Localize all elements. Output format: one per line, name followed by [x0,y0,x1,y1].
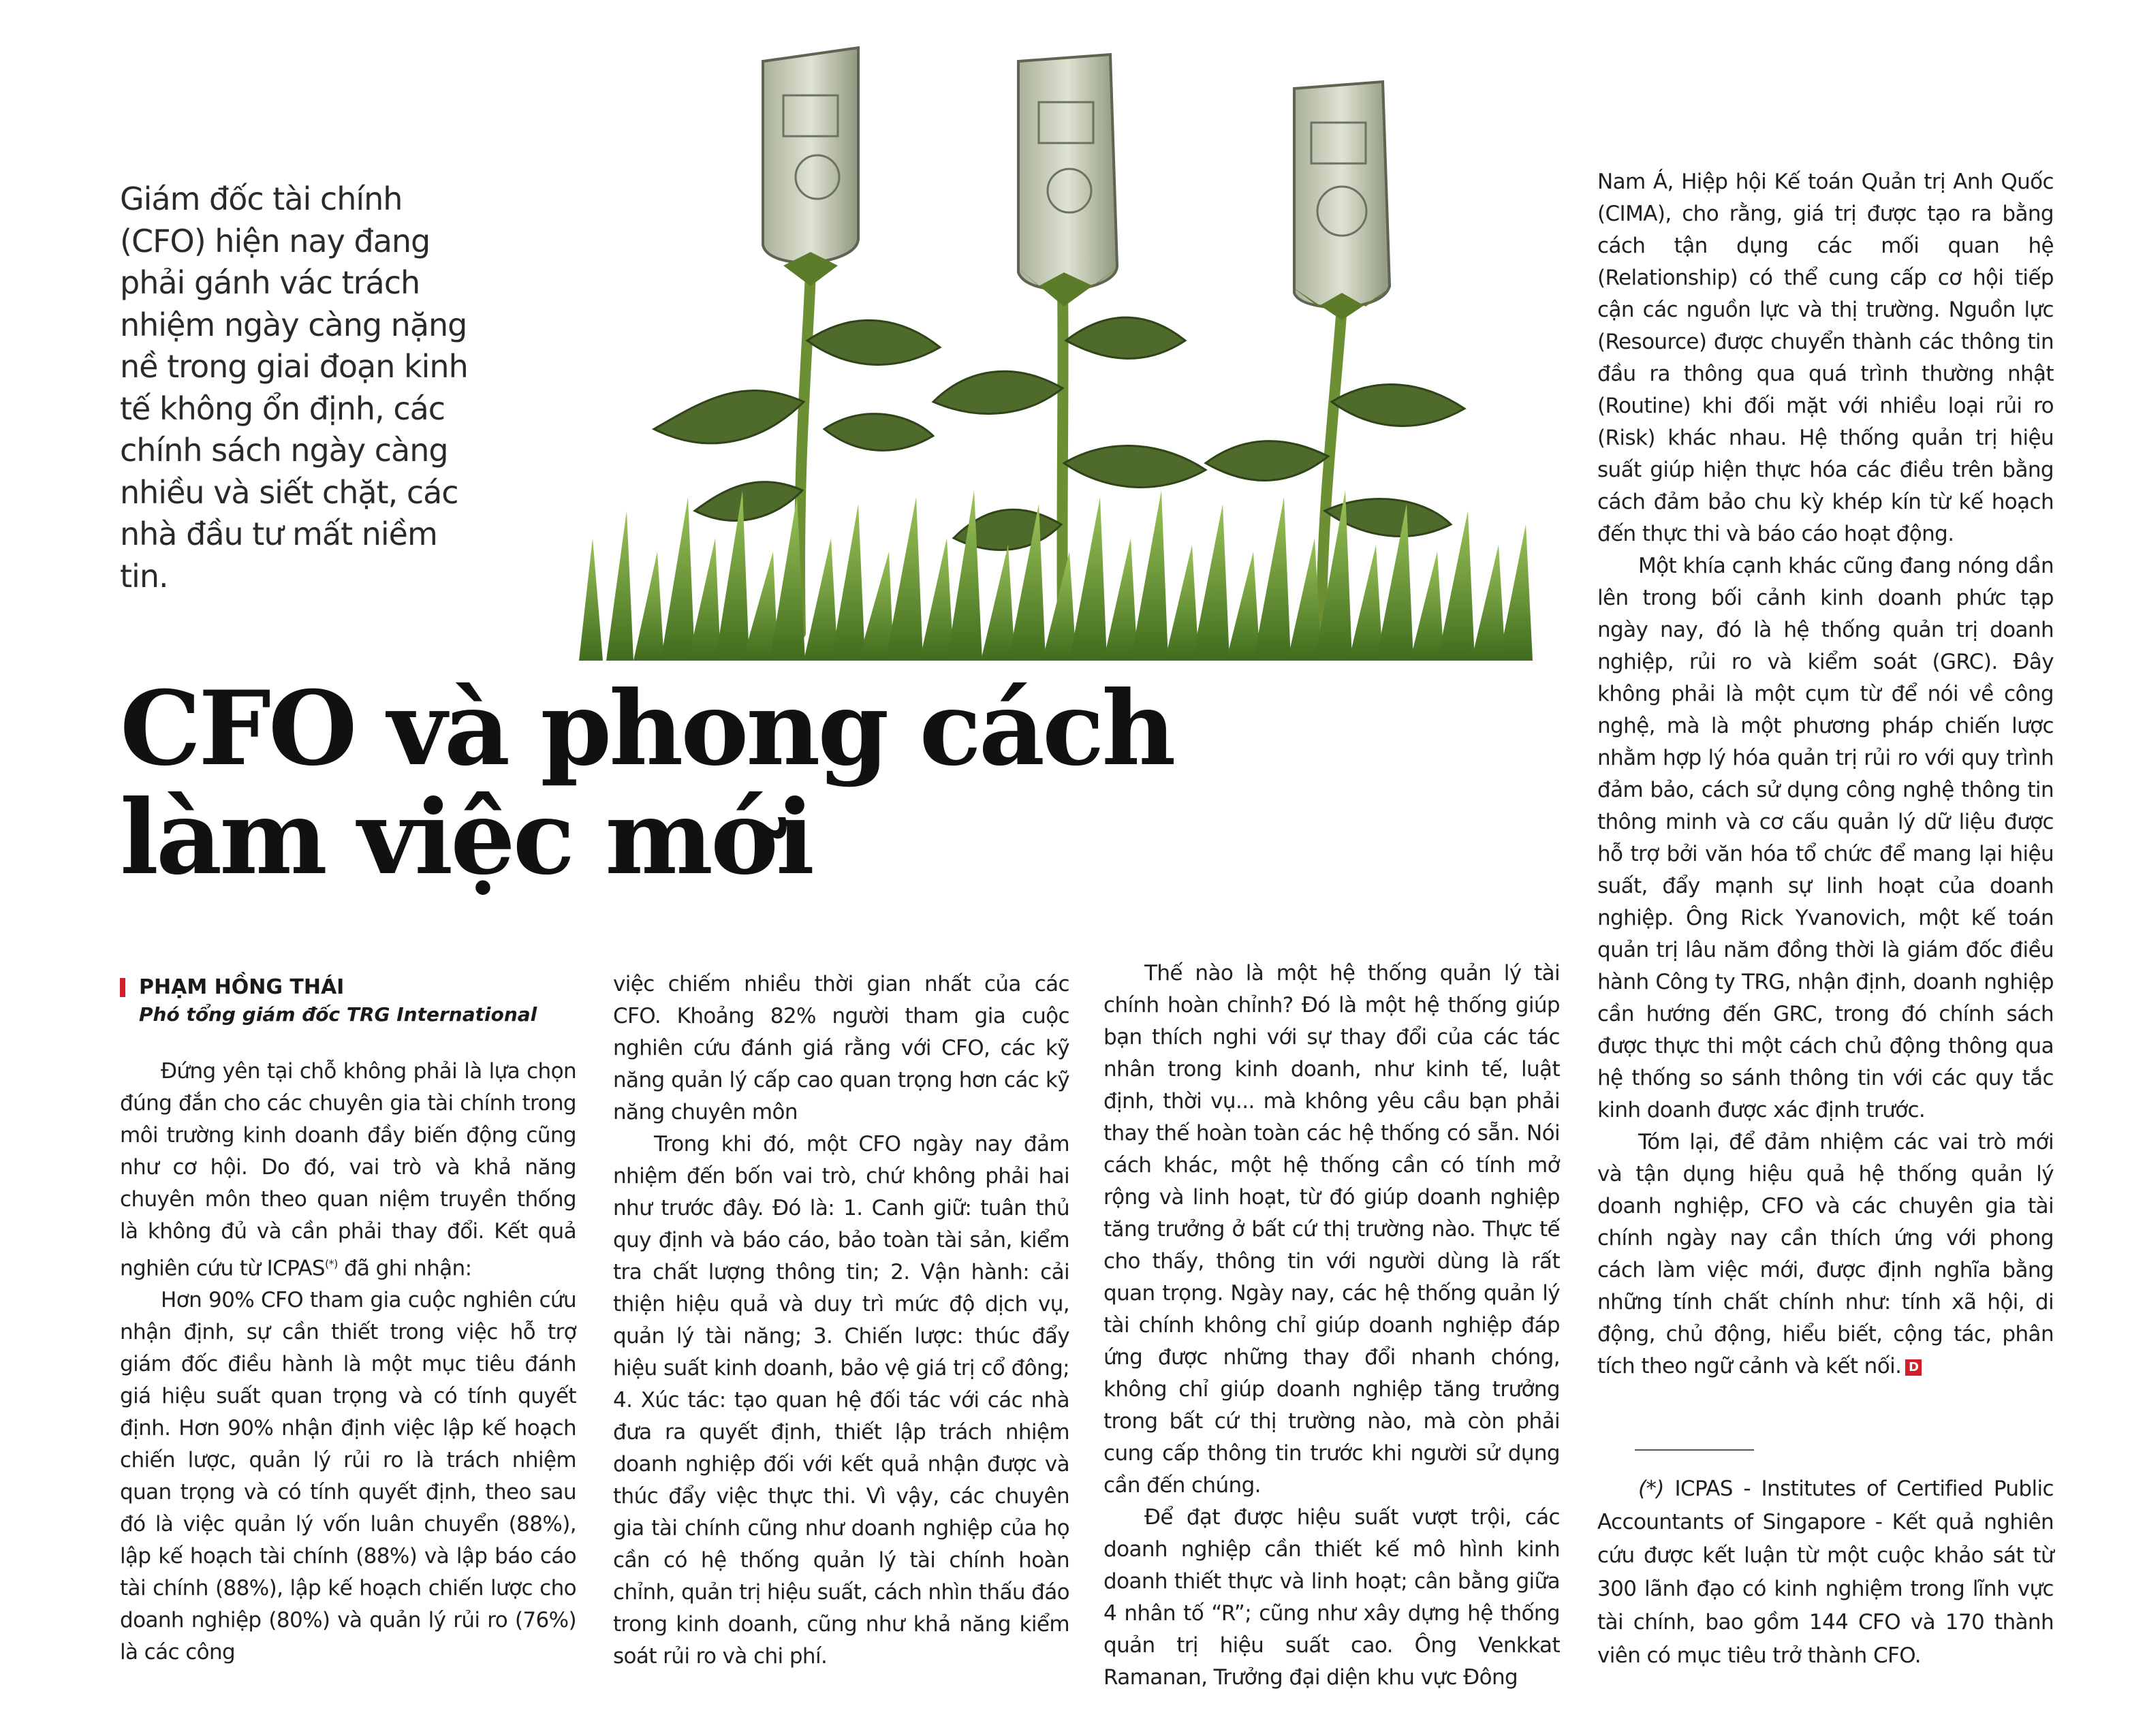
footnote-ref: (*) [325,1257,338,1270]
headline-line-2: làm việc mới [120,778,812,898]
col1-paragraph-2: Hơn 90% CFO tham gia cuộc nghiên cứu nhận định, sự cần thiết trong việc hỗ trợ giám đốc điều hành là một mục tiêu đánh giá hiệu suất quan trọng và có tính quyết định. Hơn 90% nhận định việc lập kế hoạch chiến lược, quản lý rủi ro là trách nhiệm quan trọng và có tính quyết định, theo sau đó là việc quản lý vốn luân chuyển (88%), lập kế hoạch tài chính (88%) và lập báo cáo tài chính (88%), lập kế hoạch chiến lược cho doanh nghiệp (80%) và quản lý rủi ro (76%) là các công [120,1288,576,1665]
col3-paragraph-2: Để đạt được hiệu suất vượt trội, các doanh nghiệp cần thiết kế mô hình kinh doanh thiết thực và linh hoạt; cân bằng giữa 4 nhân tố “R”; cũng như xây dựng hệ thống quản trị hiệu suất cao. Ông Venkkat Ramanan, Trưởng đại diện khu vực Đông [1103,1505,1560,1690]
footnote-divider [1635,1449,1754,1451]
author-accent-bar [120,978,125,997]
col2-paragraph-1: việc chiếm nhiều thời gian nhất của các CFO. Khoảng 82% người tham gia cuộc nghiên cứu đánh giá rằng với CFO, các kỹ năng quản lý cấp cao quan trọng hơn các kỹ năng chuyên môn [613,972,1069,1124]
footnote-mark: (*) [1638,1477,1664,1501]
col4-paragraph-3 [1597,1126,2054,1383]
body-column-1 [120,1056,576,1669]
footnote [1597,1472,2054,1673]
body-column-2 [613,968,1069,1673]
headline [120,669,1346,898]
col4-paragraph-2: Một khía cạnh khác cũng đang nóng dần lên trong bối cảnh kinh doanh phức tạp ngày nay, đó là hệ thống quản trị doanh nghiệp, rủi ro và kiểm soát (GRC). Đây không phải là một cụm từ để nói về công nghệ, mà là một phương pháp chiến lược nhằm hợp lý hóa quản trị rủi ro với quy trình đảm bảo, cách sử dụng công nghệ thông tin thông minh và cơ cấu quản lý dữ liệu được hỗ trợ bởi văn hóa tổ chức để mang lại hiệu suất, đẩy mạnh sự linh hoạt của doanh nghiệp. Ông Rick Yvanovich, một kế toán quản trị lâu năm đồng thời là giám đốc điều hành Công ty TRG, nhận định, doanh nghiệp cần hướng đến GRC, trong đó chính sách được thực thi một cách chủ động thông qua hệ thống so sánh thông tin với các quy tắc kinh doanh được xác định trước. [1597,554,2054,1122]
body-column-4 [1597,166,2054,1383]
col3-paragraph-1: Thế nào là một hệ thống quản lý tài chính hoàn chỉnh? Đó là một hệ thống giúp bạn thích nghi với sự thay đổi của các tác nhân trong kinh doanh, như kinh tế, luật định, thời vụ... mà không yêu cầu bạn phải thay thế hoàn toàn các hệ thống có sẵn. Nói cách khác, một hệ thống cần có tính mở rộng và linh hoạt, từ đó giúp doanh nghiệp tăng trưởng ở bất cứ thị trường nào. Thực tế cho thấy, thông tin với người dùng là rất quan trọng. Ngày nay, các hệ thống quản lý tài chính không chỉ giúp doanh nghiệp đáp ứng được những thay đổi nhanh chóng, không chỉ giúp doanh nghiệp tăng trưởng trong bất cứ thị trường nào, mà còn phải cung cấp thông tin trước khi người sử dụng cần đến chúng. [1103,961,1560,1498]
headline-line-1: CFO và phong cách [120,669,1174,789]
lead-paragraph: Giám đốc tài chính (CFO) hiện nay đang phải gánh vác trách nhiệm ngày càng nặng nề trong giai đoạn kinh tế không ổn định, các chính sách ngày càng nhiều và siết chặt, các nhà đầu tư mất niềm tin. [120,180,468,595]
author-name: PHẠM HỒNG THÁI [139,975,345,999]
col1-paragraph-1 [120,1056,576,1284]
body-column-3 [1103,958,1560,1694]
rolled-bills [763,48,1390,307]
col2-paragraph-2: Trong khi đó, một CFO ngày nay đảm nhiệm đến bốn vai trò, chứ không phải hai như trước đây. Đó là: 1. Canh giữ: tuân thủ quy định và báo cáo, bảo toàn tài sản, kiểm tra chất lượng thông tin; 2. Vận hành: cải thiện hiệu quả và duy trì mức độ dịch vụ, quản lý tài năng; 3. Chiến lược: thúc đẩy hiệu suất kinh doanh, bảo vệ giá trị cổ đông; 4. Xúc tác: tạo quan hệ đối tác với các nhà đưa ra quyết định, thiết lập trách nhiệm doanh nghiệp đối với kết quả nhận được và thúc đẩy việc thực thi. Vì vậy, các chuyên gia tài chính cũng như doanh nghiệp của họ cần có hệ thống quản lý tài chính hoàn chỉnh, quản trị hiệu suất, cách nhìn thấu đáo trong kinh doanh, cũng như khả năng kiểm soát rủi ro và chi phí. [613,1132,1069,1669]
col1-p1-text: Đứng yên tại chỗ không phải là lựa chọn đúng đắn cho các chuyên gia tài chính trong môi trường kinh doanh đầy biến động cũng như cơ hội. Do đó, vai trò và khả năng chuyên môn theo quan niệm truyền thống là không đủ và cần phải thay đổi. Kết quả nghiên cứu từ ICPAS [120,1059,576,1281]
col4-paragraph-1: Nam Á, Hiệp hội Kế toán Quản trị Anh Quốc (CIMA), cho rằng, giá trị được tạo ra bằng cách tận dụng các mối quan hệ (Relationship) có thể cung cấp cơ hội tiếp cận các nguồn lực và thị trường. Nguồn lực (Resource) được chuyển thành các thông tin đầu ra thông qua quá trình thường nhật (Routine) khi đối mặt với nhiều loại rủi ro (Risk) khác nhau. Hệ thống quản trị hiệu suất giúp hiện thực hóa các điều trên bằng cách đảm bảo chu kỳ khép kín từ kế hoạch đến thực thi và báo cáo hoạt động. [1597,170,2054,546]
col1-p1-tail: đã ghi nhận: [337,1256,472,1281]
col4-p3-text: Tóm lại, để đảm nhiệm các vai trò mới và tận dụng hiệu quả hệ thống quản lý doanh nghiệp, CFO và các chuyên gia tài chính ngày nay cần thích ứng với phong cách làm việc mới, được định nghĩa bằng những tính chất chính như: tính xã hội, di động, chủ động, hiểu biết, cộng tác, phân tích theo ngữ cảnh và kết nối. [1597,1130,2054,1378]
footnote-text: ICPAS - Institutes of Certified Public Accountants of Singapore - Kết quả nghiên cứu được kết luận từ một cuộc khảo sát từ 300 lãnh đạo có kinh nghiệm trong lĩnh vực tài chính, bao gồm 144 CFO và 170 thành viên có mục tiêu trở thành CFO. [1597,1477,2054,1668]
money-flowers-photo [538,20,1560,661]
end-of-article-mark: D [1905,1359,1922,1376]
author-role: Phó tổng giám đốc TRG International [139,1003,537,1026]
author-byline [120,974,597,1028]
